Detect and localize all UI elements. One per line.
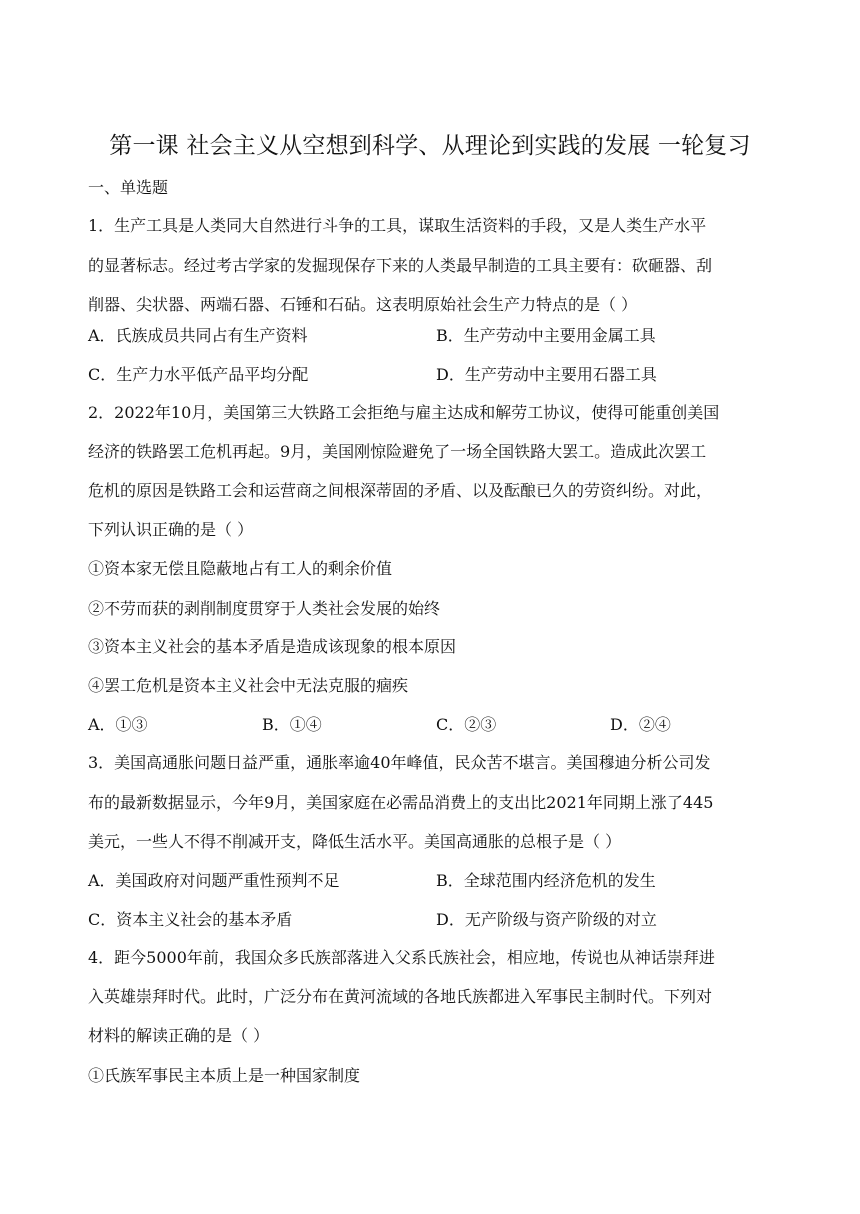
question-1-option-a: A．氏族成员共同占有生产资料: [88, 326, 308, 345]
question-3-line-1: 3．美国高通胀问题日益严重，通胀率逾40年峰值，民众苦不堪言。美国穆迪分析公司发: [88, 753, 711, 772]
question-2-line-1: 2．2022年10月，美国第三大铁路工会拒绝与雇主达成和解劳工协议，使得可能重创美国: [88, 403, 720, 422]
question-4-line-2: 入英雄崇拜时代。此时，广泛分布在黄河流域的各地氏族都进入军事民主制时代。下列对: [88, 987, 713, 1006]
question-3-line-3: 美元，一些人不得不削减开支，降低生活水平。美国高通胀的总根子是（ ）: [88, 832, 622, 851]
question-3-option-c: C．资本主义社会的基本矛盾: [88, 910, 293, 929]
question-2-statement-3: ③资本主义社会的基本矛盾是造成该现象的根本原因: [88, 637, 457, 656]
question-3-line-2: 布的最新数据显示，今年9月，美国家庭在必需品消费上的支出比2021年同期上涨了445: [88, 793, 714, 812]
page-title: 第一课 社会主义从空想到科学、从理论到实践的发展 一轮复习: [109, 133, 751, 159]
question-2-statement-2: ②不劳而获的剥削制度贯穿于人类社会发展的始终: [88, 599, 441, 618]
question-2-option-a: A．①③: [88, 715, 148, 734]
question-2-option-d: D．②④: [610, 715, 671, 734]
question-3-option-b: B．全球范围内经济危机的发生: [436, 871, 656, 890]
question-2-line-4: 下列认识正确的是（ ）: [88, 520, 254, 539]
section-heading: 一、单选题: [88, 178, 169, 197]
question-2-option-c: C．②③: [436, 715, 497, 734]
question-4-line-3: 材料的解读正确的是（ ）: [88, 1026, 270, 1045]
question-2-line-3: 危机的原因是铁路工会和运营商之间根深蒂固的矛盾、以及酝酿已久的劳资纠纷。对此，: [88, 481, 713, 500]
question-4-statement-1: ①氏族军事民主本质上是一种国家制度: [88, 1066, 361, 1085]
question-2-line-2: 经济的铁路罢工危机再起。9月，美国刚惊险避免了一场全国铁路大罢工。造成此次罢工: [88, 442, 707, 461]
question-3-option-a: A．美国政府对问题严重性预判不足: [88, 871, 340, 890]
question-2-option-b: B．①④: [262, 715, 322, 734]
question-2-statement-4: ④罢工危机是资本主义社会中无法克服的痼疾: [88, 676, 409, 695]
question-1-option-c: C．生产力水平低产品平均分配: [88, 365, 309, 384]
question-2-statement-1: ①资本家无偿且隐蔽地占有工人的剩余价值: [88, 559, 393, 578]
question-1-option-d: D．生产劳动中主要用石器工具: [436, 365, 657, 384]
question-1-option-b: B．生产劳动中主要用金属工具: [436, 326, 656, 345]
question-1-line-1: 1．生产工具是人类同大自然进行斗争的工具，谋取生活资料的手段，又是人类生产水平: [88, 216, 707, 235]
question-1-line-3: 削器、尖状器、两端石器、石锤和石砧。这表明原始社会生产力特点的是（ ）: [88, 295, 638, 314]
question-4-line-1: 4．距今5000年前，我国众多氏族部落进入父系氏族社会，相应地，传说也从神话崇拜进: [88, 948, 715, 967]
question-3-option-d: D．无产阶级与资产阶级的对立: [436, 910, 657, 929]
question-1-line-2: 的显著标志。经过考古学家的发掘现保存下来的人类最早制造的工具主要有：砍砸器、刮: [88, 256, 713, 275]
